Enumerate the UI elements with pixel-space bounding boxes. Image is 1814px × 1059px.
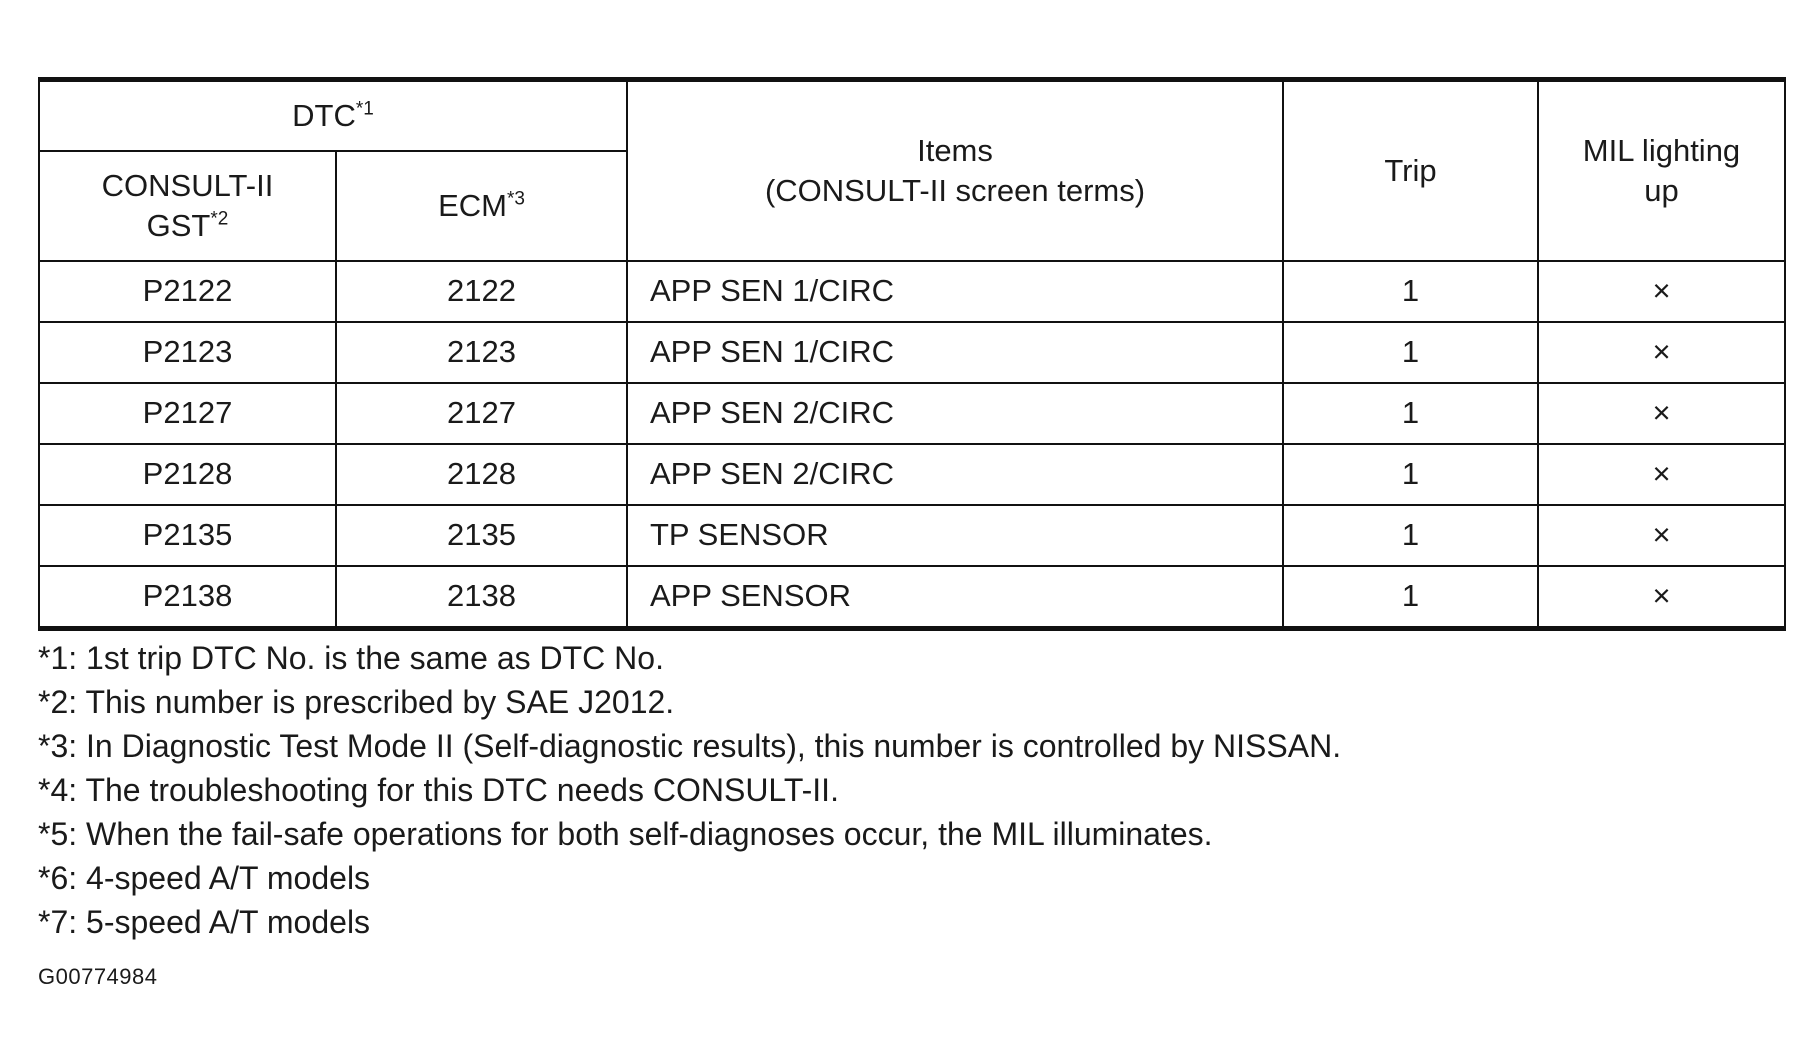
footnote: *6: 4-speed A/T models — [38, 860, 371, 896]
cell-trip: 1 — [1283, 261, 1538, 322]
footnote: *7: 5-speed A/T models — [38, 904, 371, 940]
cell-mil: × — [1538, 322, 1785, 383]
footnote: *2: This number is prescribed by SAE J2012. — [38, 684, 675, 720]
header-trip: Trip — [1283, 80, 1538, 262]
cell-trip: 1 — [1283, 566, 1538, 629]
header-consult — [39, 151, 336, 261]
header-dtc — [39, 80, 627, 152]
cell-consult: P2128 — [39, 444, 336, 505]
cell-ecm: 2123 — [336, 322, 627, 383]
cell-mil: × — [1538, 383, 1785, 444]
header-consult-line2 — [40, 206, 335, 246]
cell-consult: P2135 — [39, 505, 336, 566]
header-mil-line1: MIL lighting — [1582, 132, 1741, 168]
header-dtc-text: DTC — [292, 97, 356, 133]
cell-item: APP SENSOR — [627, 566, 1283, 629]
header-ecm-text: ECM — [438, 187, 507, 223]
cell-consult: P2123 — [39, 322, 336, 383]
cell-ecm: 2127 — [336, 383, 627, 444]
header-mil-line2: up — [1644, 173, 1679, 208]
header-consult-line1: CONSULT-II — [101, 167, 274, 203]
footnote: *3: In Diagnostic Test Mode II (Self-diagnostic results), this number is controlled by NISSAN. — [38, 728, 1342, 764]
cell-item: APP SEN 2/CIRC — [627, 444, 1283, 505]
header-items-line2: (CONSULT-II screen terms) — [764, 173, 1146, 208]
cell-consult: P2122 — [39, 261, 336, 322]
cell-item: TP SENSOR — [627, 505, 1283, 566]
cell-mil: × — [1538, 505, 1785, 566]
cell-trip: 1 — [1283, 383, 1538, 444]
cell-trip: 1 — [1283, 322, 1538, 383]
cell-ecm: 2138 — [336, 566, 627, 629]
cell-ecm: 2122 — [336, 261, 627, 322]
table-row — [39, 444, 1785, 505]
table-row — [39, 566, 1785, 629]
dtc-table — [38, 77, 1786, 631]
footnote: *5: When the fail-safe operations for both self-diagnoses occur, the MIL illuminates. — [38, 816, 1213, 852]
table-row — [39, 322, 1785, 383]
footnotes — [38, 636, 1778, 944]
cell-item: APP SEN 1/CIRC — [627, 322, 1283, 383]
cell-item: APP SEN 2/CIRC — [627, 383, 1283, 444]
dtc-table-container — [38, 77, 1784, 631]
header-ecm-footnote: *3 — [506, 188, 525, 210]
cell-ecm: 2128 — [336, 444, 627, 505]
table-row — [39, 261, 1785, 322]
cell-item: APP SEN 1/CIRC — [627, 261, 1283, 322]
footnote: *1: 1st trip DTC No. is the same as DTC No. — [38, 640, 664, 676]
cell-consult: P2127 — [39, 383, 336, 444]
table-row — [39, 505, 1785, 566]
cell-mil: × — [1538, 566, 1785, 629]
header-consult-footnote: *2 — [210, 208, 229, 230]
header-dtc-footnote: *1 — [355, 98, 374, 120]
header-items — [627, 80, 1283, 262]
header-consult-gst: GST — [146, 208, 211, 243]
figure-id: G00774984 — [38, 964, 158, 989]
table-row — [39, 383, 1785, 444]
cell-mil: × — [1538, 261, 1785, 322]
header-items-line1: Items — [917, 132, 993, 168]
cell-trip: 1 — [1283, 505, 1538, 566]
cell-trip: 1 — [1283, 444, 1538, 505]
cell-ecm: 2135 — [336, 505, 627, 566]
header-mil — [1538, 80, 1785, 262]
footnote: *4: The troubleshooting for this DTC needs CONSULT-II. — [38, 772, 839, 808]
header-ecm — [336, 151, 627, 261]
cell-mil: × — [1538, 444, 1785, 505]
cell-consult: P2138 — [39, 566, 336, 629]
